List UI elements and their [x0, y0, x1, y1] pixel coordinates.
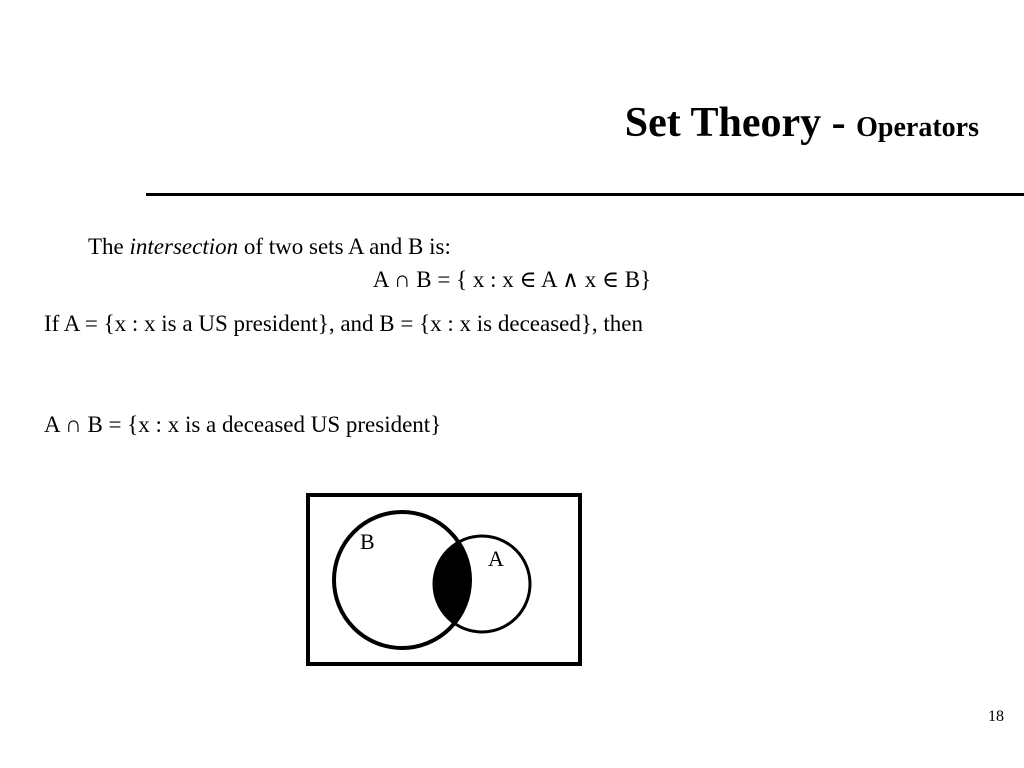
- definition-term: intersection: [129, 234, 239, 259]
- set-b-label: B: [360, 529, 375, 554]
- slide-number: 18: [988, 708, 1004, 725]
- intersection-formula: A ∩ B = { x : x ∈ A ∧ x ∈ B}: [372, 267, 652, 292]
- definition-suffix: of two sets A and B is:: [238, 234, 451, 259]
- set-a-label: A: [488, 546, 504, 571]
- example-statement: If A = {x : x is a US president}, and B = {x : x is deceased}, then: [44, 311, 644, 336]
- intersection-result: A ∩ B = {x : x is a deceased US president}: [44, 412, 442, 437]
- definition-line: [88, 235, 451, 258]
- slide-title-sub: Operators: [856, 112, 979, 143]
- slide-title-main: Set Theory -: [624, 100, 857, 146]
- slide-title: [625, 102, 979, 144]
- title-underline: [146, 193, 1024, 196]
- definition-prefix: The: [88, 234, 130, 259]
- venn-diagram: [300, 488, 590, 673]
